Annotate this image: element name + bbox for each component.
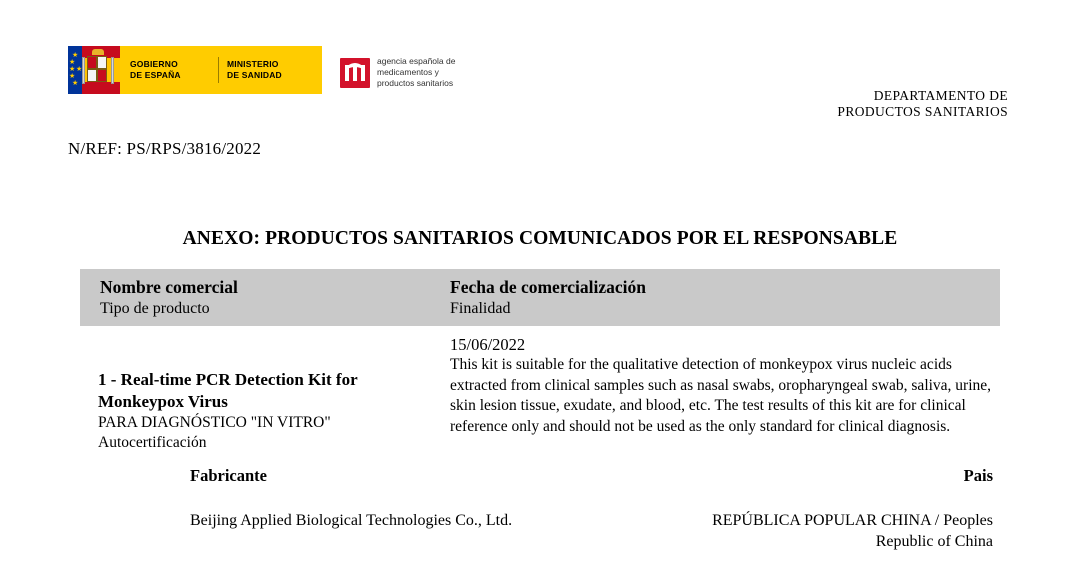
table-header-row bbox=[80, 269, 1000, 326]
government-ministry-band bbox=[120, 46, 322, 94]
product-name: 1 - Real-time PCR Detection Kit for Monkeypox Virus bbox=[98, 370, 358, 411]
coat-of-arms-icon bbox=[86, 55, 110, 85]
manufacturer-name: Beijing Applied Biological Technologies Co., Ltd. bbox=[190, 512, 513, 529]
product-purpose-cell bbox=[445, 334, 1000, 453]
product-type: PARA DIAGNÓSTICO "IN VITRO" bbox=[98, 414, 331, 431]
header-commercial-name: Nombre comercial bbox=[100, 277, 238, 297]
manufacturer-table-row bbox=[80, 510, 1000, 552]
header-country: Pais bbox=[963, 466, 993, 485]
marketing-date: 15/06/2022 bbox=[450, 335, 526, 354]
aemps-mark-icon bbox=[340, 58, 370, 88]
eu-flag-icon: ★ ★ ★ ★ ★ ★ bbox=[68, 46, 82, 94]
logo-divider bbox=[218, 57, 219, 83]
aemps-logo bbox=[340, 56, 455, 89]
product-certification: Autocertificación bbox=[98, 434, 207, 451]
department-label: DEPARTAMENTO DE PRODUCTOS SANITARIOS bbox=[837, 88, 1008, 119]
header-manufacturer: Fabricante bbox=[190, 466, 267, 485]
manufacturer-table-header bbox=[80, 466, 1000, 486]
product-info-cell bbox=[80, 334, 445, 453]
spain-flag-icon bbox=[68, 46, 120, 94]
reference-number: N/REF: PS/RPS/3816/2022 bbox=[68, 139, 262, 158]
ministry-label: MINISTERIO DE SANIDAD bbox=[227, 59, 282, 80]
header-purpose: Finalidad bbox=[450, 300, 511, 317]
table-row bbox=[80, 326, 1000, 453]
government-logo bbox=[68, 46, 322, 94]
document-header bbox=[0, 0, 1080, 130]
products-table bbox=[80, 269, 1000, 453]
aemps-label: agencia española de medicamentos y productos sanitarios bbox=[377, 56, 456, 88]
table-header-col-name bbox=[80, 276, 445, 326]
table-header-col-date bbox=[445, 276, 1000, 326]
header-marketing-date: Fecha de comercialización bbox=[450, 277, 647, 297]
header-product-type: Tipo de producto bbox=[100, 300, 210, 317]
page-title: ANEXO: PRODUCTOS SANITARIOS COMUNICADOS POR EL RESPONSABLE bbox=[182, 228, 898, 249]
manufacturer-table bbox=[80, 466, 1000, 552]
government-label: GOBIERNO DE ESPAÑA bbox=[130, 59, 181, 80]
product-purpose: This kit is suitable for the qualitative detection of monkeypox virus nucleic acids extracted from clinical samples such as nasal swabs, oropharyngeal swab, saliva, urine, skin lesion tissue, exudate, and blood, etc. The test results of this kit are for clinical reference only and should not be used as the only standard for clinical diagnosis. bbox=[450, 356, 992, 435]
manufacturer-country: REPÚBLICA POPULAR CHINA / Peoples Republic of China bbox=[712, 512, 993, 550]
